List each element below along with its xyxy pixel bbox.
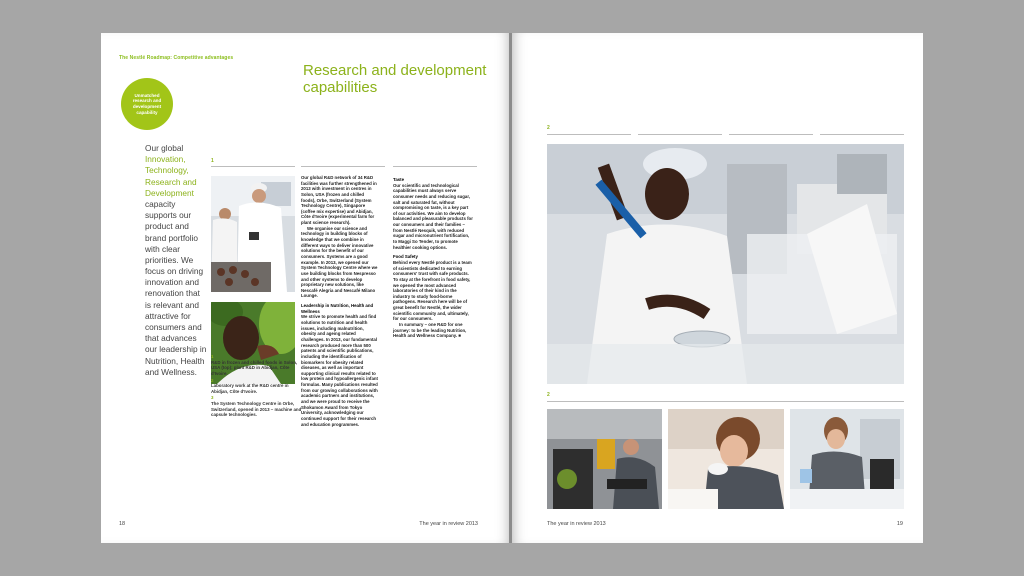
column-number: 1	[211, 158, 214, 164]
capability-badge	[121, 78, 173, 130]
intro-post: capacity supports our product and brand portfolio with clear priorities. We focus on driving innovation and renovation that is relevant and attractive for consumers and that advances our leadership in Nutrition, Health and Wellness.	[145, 198, 207, 377]
tasting-photo	[668, 409, 784, 509]
page-number: 18	[119, 521, 126, 527]
right-page	[512, 33, 923, 543]
lab-photo-abidjan	[547, 144, 904, 384]
column-rule	[547, 134, 631, 135]
column-rule	[638, 134, 722, 135]
caption-number: 2	[211, 377, 214, 383]
column-rule	[211, 166, 295, 167]
subheading-nutrition: Leadership in Nutrition, Health and Wellness	[301, 303, 374, 314]
left-page	[101, 33, 510, 543]
body-paragraph: In summary – one R&D for one journey: to be the leading Nutrition, Health and Wellness Company. ■	[393, 322, 467, 339]
photo-captions	[211, 354, 303, 419]
caption-number: 1	[211, 354, 214, 359]
lab-photo-solon	[211, 176, 295, 292]
intro-text	[145, 143, 207, 378]
body-column-2	[301, 175, 379, 427]
intro-highlight: Innovation, Technology, Research and Development	[145, 154, 197, 198]
caption-number: 3	[211, 395, 214, 401]
lab-analysis-photo	[790, 409, 904, 509]
column-number: 2	[547, 392, 550, 398]
caption-text: The System Technology Centre in Orbe, Switzerland, opened in 2013 – machine and capsule technologies.	[211, 401, 302, 418]
subheading-food-safety: Food Safety	[393, 254, 418, 260]
column-rule	[301, 166, 385, 167]
caption-text: Laboratory work at the R&D centre in Abidjan, Côte d'Ivoire.	[211, 383, 289, 394]
column-rule	[820, 134, 904, 135]
page-heading: Research and development capabilities	[303, 62, 487, 96]
footer-title: The year in review 2013	[419, 521, 478, 527]
column-rule	[547, 401, 904, 402]
subheading-taste: Taste	[393, 177, 405, 182]
page-number: 19	[896, 521, 903, 527]
column-rule	[729, 134, 813, 135]
section-label: The Nestlé Roadmap: Competitive advantages	[119, 55, 234, 61]
badge-line: development	[132, 104, 162, 109]
body-paragraph: We strive to promote health and find solutions to nutrition and health issues, including malnutrition, obesity and ageing related challenges. In 2013, our fundamental research produced more than 500 patents and scientific publications, including the identification of biomarkers for obesity related diseases, as well as important supporting clinical results related to low protein and hypoallergenic infant formulas. Many publications resulted from our growing collaborations with academic partners and institutions, and we were proud to receive the Shokumon Award from Tokyo University, acknowledging our continued support for their research and education programmes.	[301, 314, 378, 427]
footer-title: The year in review 2013	[547, 521, 606, 527]
body-paragraph: Behind every Nestlé product is a team of scientists dedicated to earning consumers' trust with safe products. To stay at the forefront in food safety, we opened the most advanced laboratories of their kind in the industry to study food-borne pathogens. Research here will be of great benefit for Nestlé, the wider scientific community and, ultimately, for our consumers.	[393, 259, 472, 322]
intro-pre: Our global	[145, 143, 184, 153]
column-number: 2	[547, 125, 550, 131]
column-rule	[393, 166, 477, 167]
badge-line: Unmatched	[134, 92, 160, 98]
body-column-3	[393, 177, 473, 339]
caption-text: R&D in frozen and chilled foods in Solon, USA (top); plant R&D in Abidjan, Côte d'Ivoire.	[211, 359, 298, 376]
badge-line: capability	[136, 109, 158, 115]
body-paragraph: We organise our science and technology in building blocks of knowledge that we combine in different ways to deliver innovative solutions for the benefit of our consumers. Systems are a good example. In 2013, we opened our System Technology Centre where we use building blocks from Nespresso and other systems to develop proprietary new solutions, like Nescafé Alegria and Nescafé Milano Lounge.	[301, 225, 378, 299]
body-paragraph: Our global R&D network of 34 R&D facilities was further strengthened in 2013 with investment in centres in Solon, USA (frozen and chilled foods), Orbe, Switzerland (System Technology Centre), Singapore (coffee mix expertise) and Abidjan, Côte d'Ivoire (experimental farm for plant science research).	[301, 175, 377, 226]
body-paragraph: Our scientific and technological capabilities must always serve consumer needs and reducing sugar, salt and saturated fat, without compromising on taste, is a key part of our activities. We aim to develop balanced and pleasurable products for our consumers and their families – from Nestlé Nesquik, with reduced sugar and micronutrient fortification, to Maggi So Tender, to promote healthier cooking options.	[393, 182, 473, 250]
badge-line: research and	[132, 98, 162, 104]
machine-lab-photo	[547, 409, 662, 509]
